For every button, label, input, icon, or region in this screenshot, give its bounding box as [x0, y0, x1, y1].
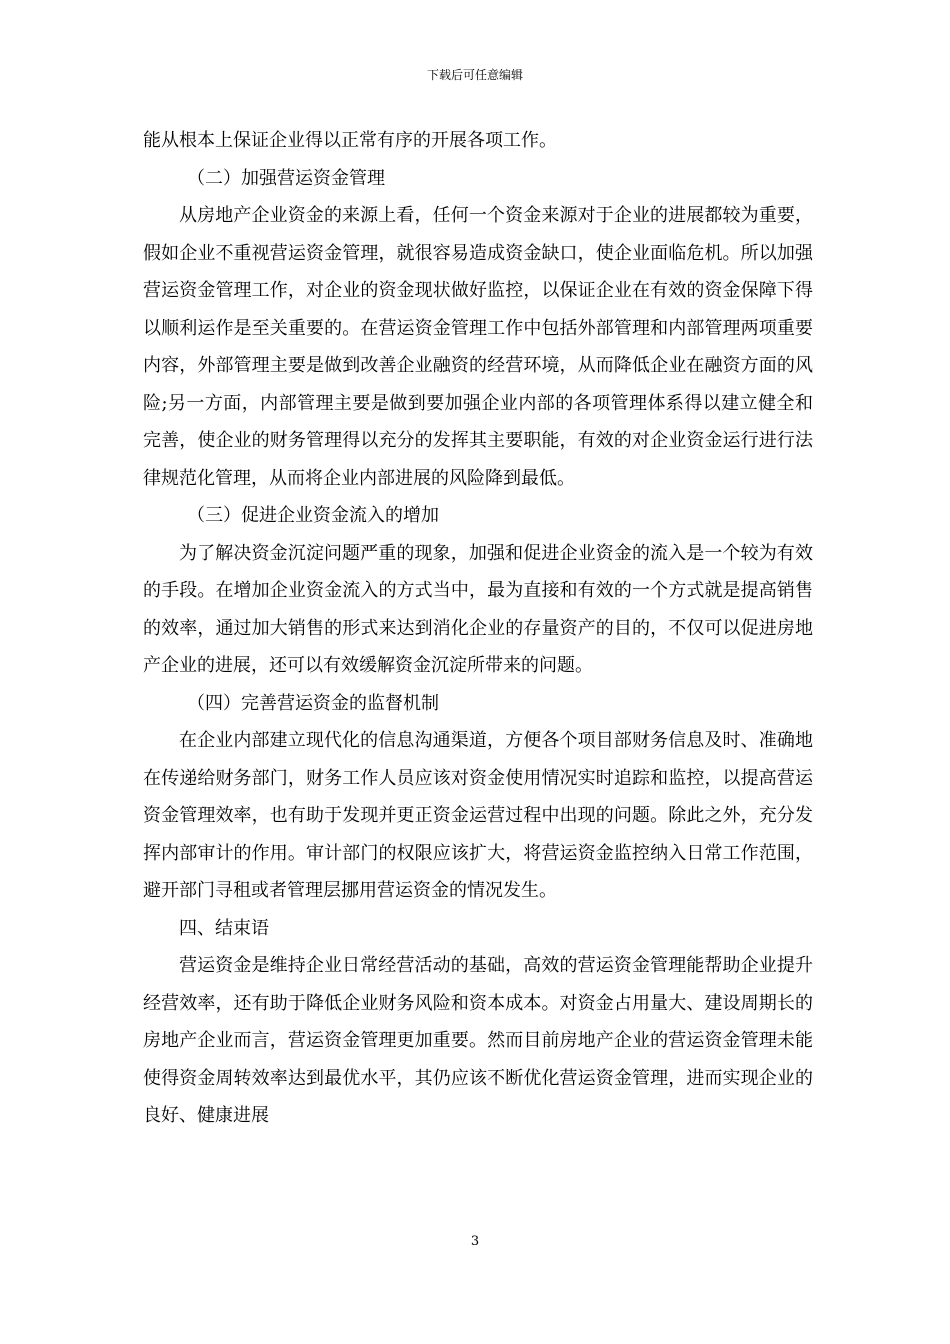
page-header: 下载后可任意编辑 [426, 68, 523, 82]
paragraph-conclusion: 营运资金是维持企业日常经营活动的基础，高效的营运资金管理能帮助企业提升经营效率，还有助于降低企业财务风险和资本成本。对资金占用量大、建设周期长的房地产企业而言，营运资金管理更加重要。然而目前房地产企业的营运资金管理未能使得资金周转效率达到最优水平，其仍应该不断优化营运资金管理，进而实现企业的良好、健康进展 [143, 955, 813, 1126]
paragraph-continuation: 能从根本上保证企业得以正常有序的开展各项工作。 [143, 130, 557, 151]
document-body [143, 122, 813, 1135]
paragraph-working-capital: 从房地产企业资金的来源上看，任何一个资金来源对于企业的进展都较为重要，假如企业不重视营运资金管理，就很容易造成资金缺口，使企业面临危机。所以加强营运资金管理工作，对企业的资金现状做好监控，以保证企业在有效的资金保障下得以顺利运作是至关重要的。在营运资金管理工作中包括外部管理和内部管理两项重要内容，外部管理主要是做到改善企业融资的经营环境，从而降低企业在融资方面的风险;另一方面，内部管理主要是做到要加强企业内部的各项管理体系得以建立健全和完善，使企业的财务管理得以充分的发挥其主要职能，有效的对企业资金运行进行法律规范化管理，从而将企业内部进展的风险降到最低。 [143, 205, 813, 489]
section-heading-4: （四）完善营运资金的监督机制 [187, 692, 439, 714]
section-heading-2: （二）加强营运资金管理 [187, 167, 385, 189]
section-heading-conclusion: 四、结束语 [179, 917, 269, 939]
paragraph-cash-inflow: 为了解决资金沉淀问题严重的现象，加强和促进企业资金的流入是一个较为有效的手段。在增加企业资金流入的方式当中，最为直接和有效的一个方式就是提高销售的效率，通过加大销售的形式来达到消化企业的存量资产的目的，不仅可以促进房地产企业的进展，还可以有效缓解资金沉淀所带来的问题。 [143, 542, 813, 676]
page-number: 3 [470, 1234, 480, 1249]
section-heading-3: （三）促进企业资金流入的增加 [187, 505, 439, 526]
paragraph-supervision: 在企业内部建立现代化的信息沟通渠道，方便各个项目部财务信息及时、准确地在传递给财务部门，财务工作人员应该对资金使用情况实时追踪和监控，以提高营运资金管理效率，也有助于发现并更正资金运营过程中出现的问题。除此之外，充分发挥内部审计的作用。审计部门的权限应该扩大，将营运资金监控纳入日常工作范围，避开部门寻租或者管理层挪用营运资金的情况发生。 [143, 730, 813, 901]
